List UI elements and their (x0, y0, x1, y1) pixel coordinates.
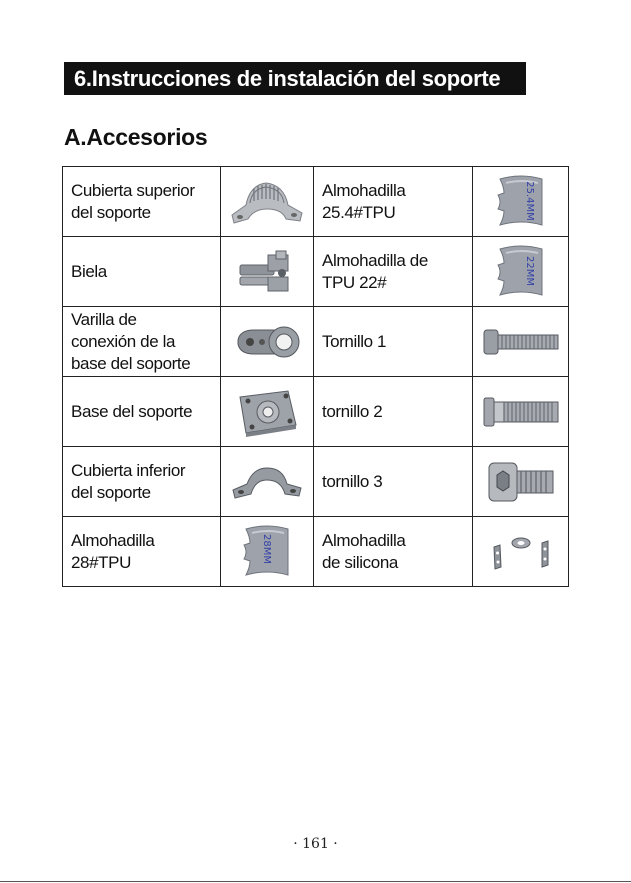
screw-thick-icon (480, 390, 562, 434)
page-bottom-rule (0, 881, 631, 882)
bracket-base-icon (232, 385, 302, 439)
svg-text:22MM: 22MM (523, 255, 535, 286)
upper-bracket-cover-icon (226, 175, 308, 229)
table-row (63, 167, 569, 237)
part-name-cell: Almohadilla 25.4#TPU (314, 167, 473, 237)
table-row (63, 517, 569, 587)
part-name-cell: Almohadilla 28#TPU (63, 517, 221, 587)
subsection-heading: A.Accesorios (64, 124, 208, 150)
part-image-cell (473, 307, 569, 377)
table-row (63, 237, 569, 307)
part-image-cell (221, 517, 314, 587)
tpu-pad-icon (490, 241, 552, 303)
part-image-cell (221, 307, 314, 377)
page-number: · 161 · (293, 836, 338, 852)
part-image-cell (473, 377, 569, 447)
socket-screw-icon (483, 457, 559, 507)
lower-bracket-cover-icon (229, 460, 305, 504)
part-image-cell (221, 447, 314, 517)
part-name-cell: Tornillo 1 (314, 307, 473, 377)
part-name-cell: tornillo 2 (314, 377, 473, 447)
part-name-cell: Cubierta inferior del soporte (63, 447, 221, 517)
base-connecting-rod-icon (230, 316, 304, 368)
part-image-cell (221, 377, 314, 447)
part-image-cell (473, 237, 569, 307)
svg-text:25.4MM: 25.4MM (523, 180, 535, 221)
part-image-cell (221, 237, 314, 307)
table-row (63, 447, 569, 517)
part-name-cell: tornillo 3 (314, 447, 473, 517)
tpu-pad-icon (236, 521, 298, 583)
part-image-cell (221, 167, 314, 237)
part-name-cell: Varilla de conexión de la base del soporte (63, 307, 221, 377)
part-image-cell (473, 447, 569, 517)
part-name-cell: Almohadilla de silicona (314, 517, 473, 587)
svg-text:28MM: 28MM (261, 533, 272, 564)
connecting-rod-icon (234, 247, 300, 297)
table-row (63, 307, 569, 377)
part-image-cell (473, 517, 569, 587)
part-name-cell: Base del soporte (63, 377, 221, 447)
part-name-cell: Almohadilla de TPU 22# (314, 237, 473, 307)
part-name-cell: Biela (63, 237, 221, 307)
table-row (63, 377, 569, 447)
part-name-cell: Cubierta superior del soporte (63, 167, 221, 237)
section-heading: 6.Instrucciones de instalación del soporte (64, 62, 526, 95)
tpu-pad-icon (490, 171, 552, 233)
screw-long-icon (480, 322, 562, 362)
part-image-cell (473, 167, 569, 237)
accessories-table (62, 166, 569, 587)
silicone-pads-icon (486, 529, 556, 575)
